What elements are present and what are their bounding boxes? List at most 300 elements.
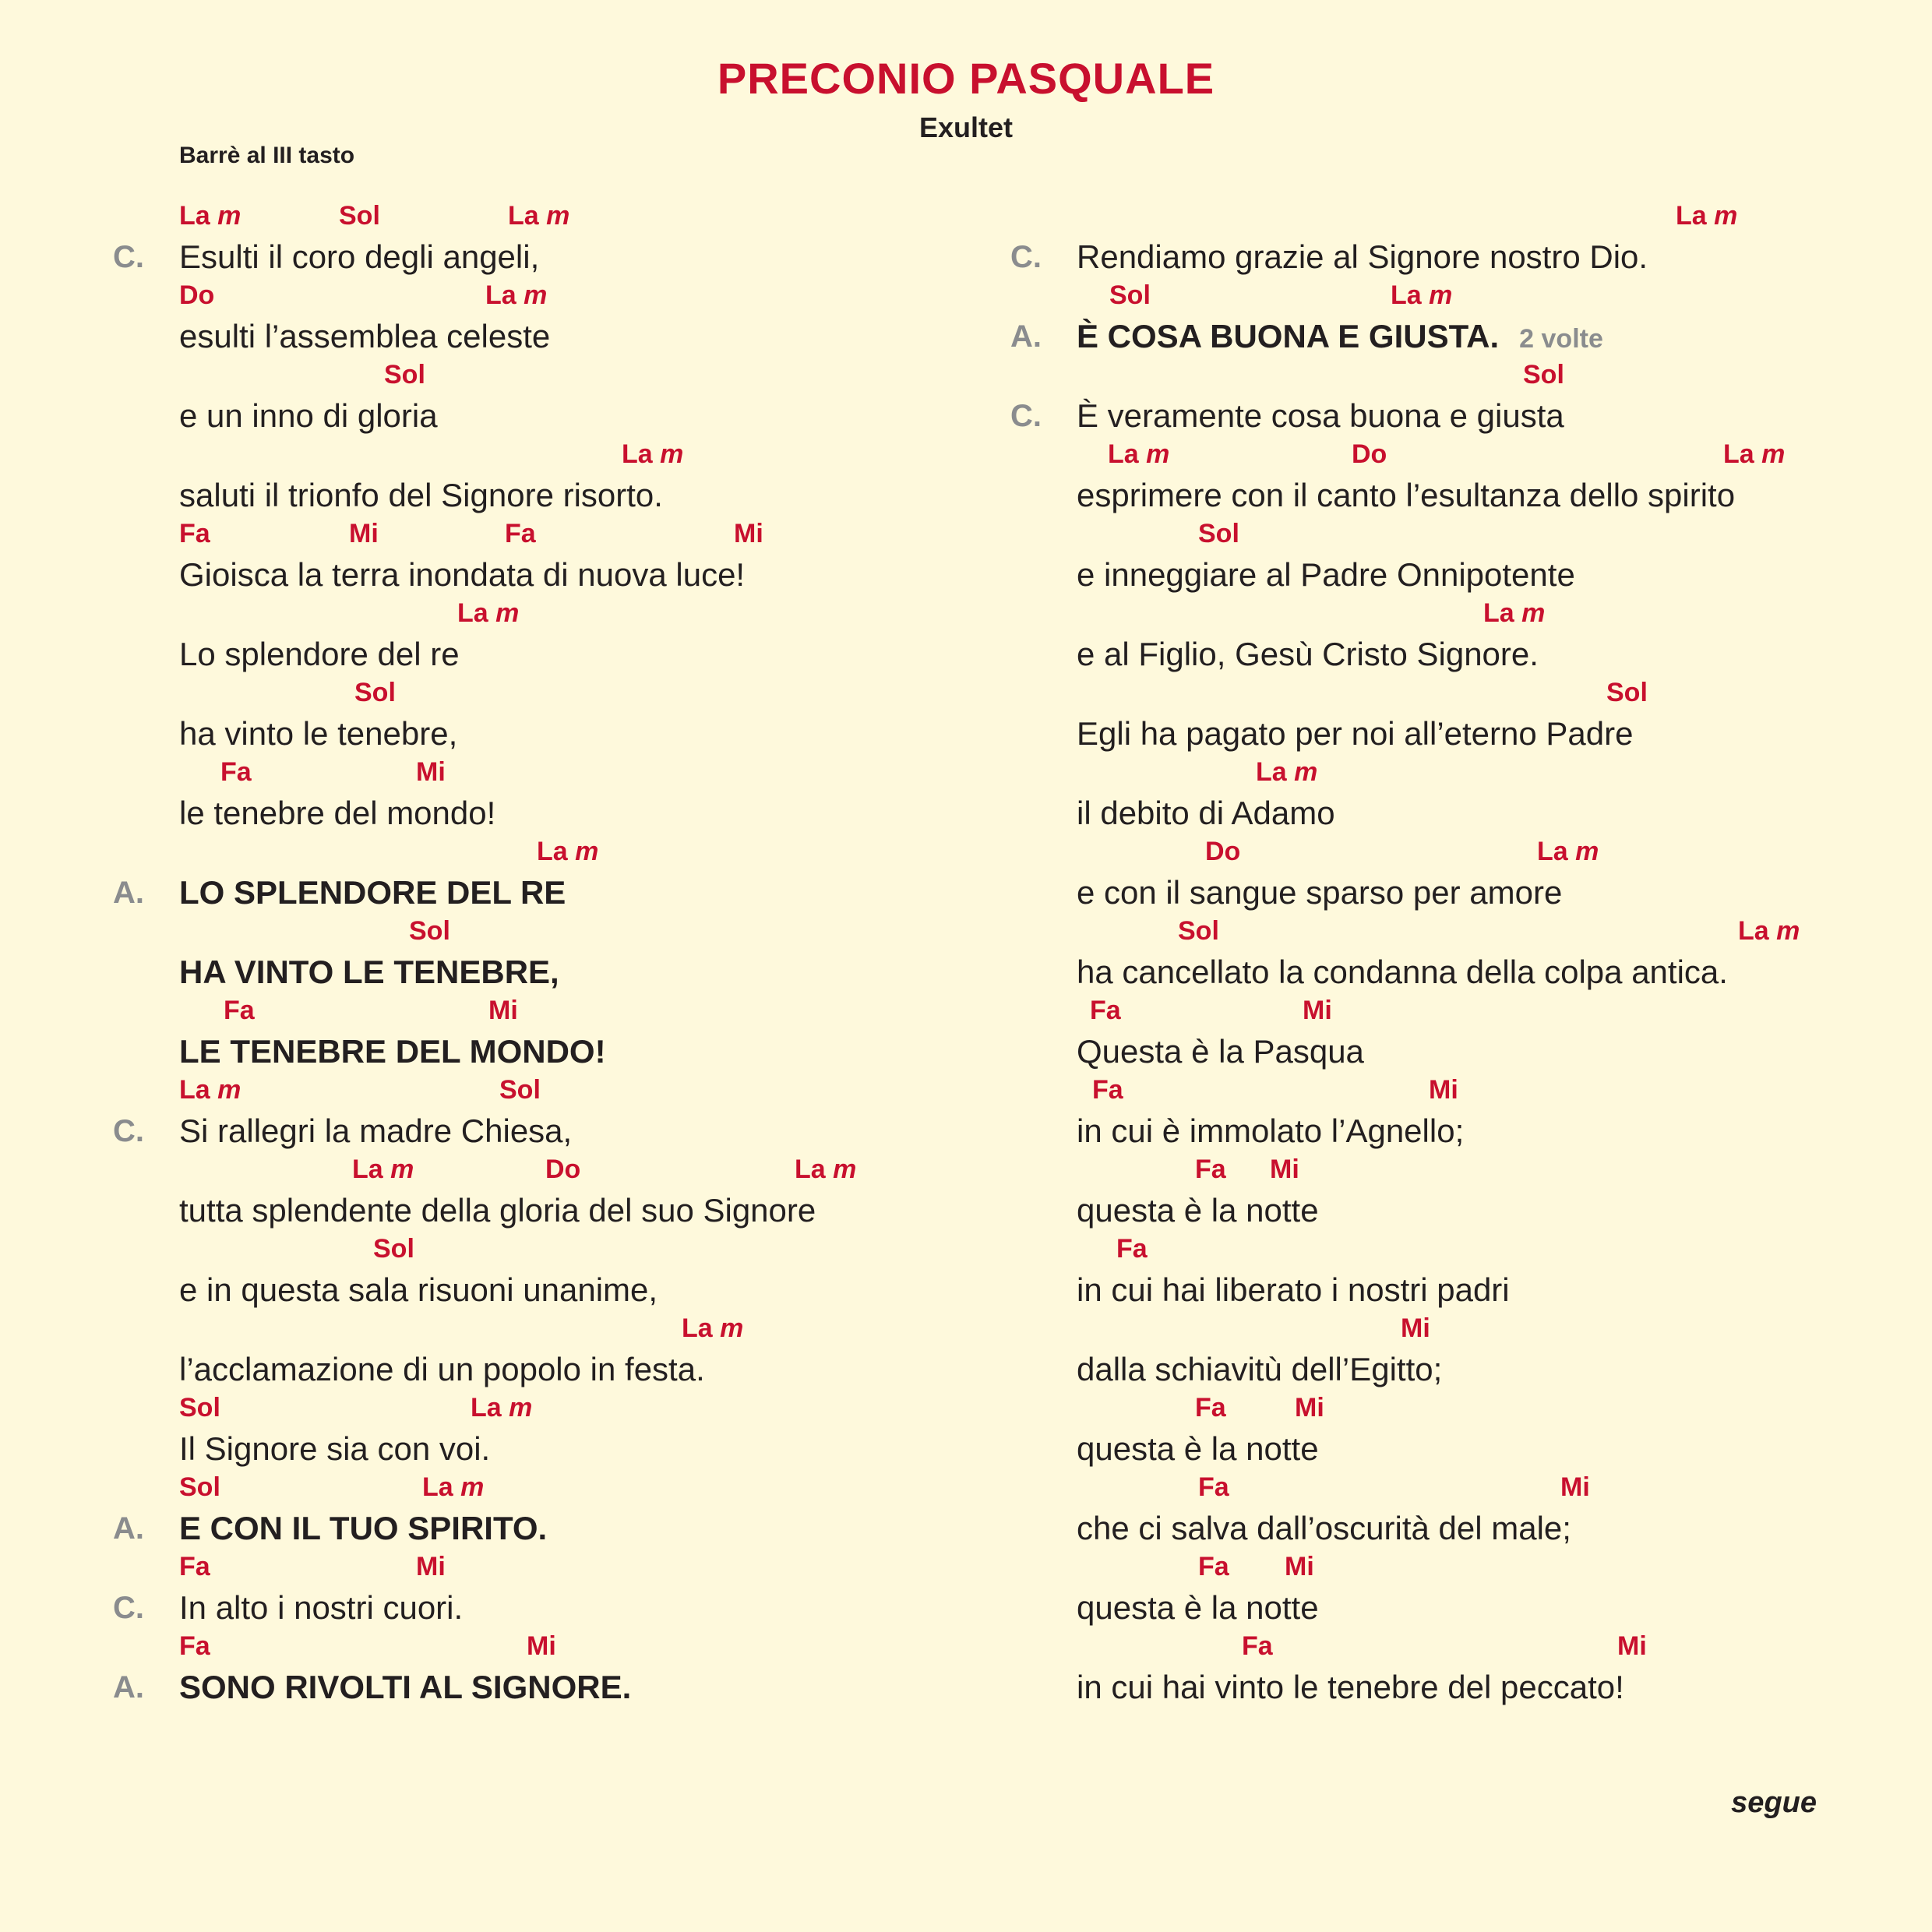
chord <box>545 1155 580 1185</box>
lyric-line <box>897 1155 1910 1234</box>
lyric-text: In alto i nostri cuori. <box>179 1589 464 1626</box>
lyric-text: SONO RIVOLTI AL SIGNORE. <box>179 1669 632 1705</box>
chord-row <box>0 1155 966 1189</box>
chord-row <box>0 439 966 474</box>
chord-minor: m <box>1768 916 1800 946</box>
chord <box>179 519 210 549</box>
cantor-lyric <box>1077 874 1562 911</box>
chord-minor: m <box>501 1393 533 1423</box>
chord <box>1391 280 1452 311</box>
chord-root: Fa <box>1195 1155 1226 1184</box>
lyric-text: il debito di Adamo <box>1077 795 1335 831</box>
lyric-line <box>0 1075 966 1155</box>
cantor-lyric <box>1077 1112 1464 1150</box>
chord-root: La <box>1391 280 1422 310</box>
chord-root: La <box>508 201 539 231</box>
chord-root: Mi <box>734 519 763 548</box>
chord <box>373 1234 414 1264</box>
chord <box>1560 1472 1590 1503</box>
chord-row <box>897 598 1910 633</box>
chord-root: Fa <box>179 1631 210 1661</box>
lyric-text: e inneggiare al Padre Onnipotente <box>1077 556 1575 593</box>
chord <box>1285 1552 1314 1582</box>
chord <box>457 598 519 629</box>
lyric-text: esprimere con il canto l’esultanza dello spirito <box>1077 477 1736 513</box>
lyric-line <box>897 280 1910 360</box>
chord <box>1270 1155 1299 1185</box>
chord-minor: m <box>1567 837 1599 866</box>
chord-root: La <box>352 1155 383 1184</box>
cantor-lyric <box>179 477 663 514</box>
chord-root: Sol <box>1606 678 1648 707</box>
chord-root: Fa <box>220 757 252 787</box>
chord-row <box>897 678 1910 712</box>
chord-root: Mi <box>1285 1552 1314 1581</box>
chord-root: La <box>1676 201 1707 231</box>
chord-row <box>897 1234 1910 1268</box>
chord <box>179 1075 241 1105</box>
chord-root: Fa <box>1116 1234 1148 1264</box>
chord <box>1738 916 1800 947</box>
chord <box>220 757 252 788</box>
cantor-lyric <box>179 238 539 276</box>
chord-root: Fa <box>179 519 210 548</box>
chord-row <box>897 519 1910 553</box>
chord-root: Mi <box>1295 1393 1324 1423</box>
chord-root: Sol <box>409 916 450 946</box>
chord-row <box>897 201 1910 235</box>
chord-root: Do <box>1205 837 1241 866</box>
lyric-text: È COSA BUONA E GIUSTA. <box>1077 318 1500 354</box>
chord <box>1617 1631 1647 1662</box>
lyric-text: questa è la notte <box>1077 1589 1319 1626</box>
lyric-text: esulti l’assemblea celeste <box>179 318 551 354</box>
chord-row <box>897 996 1910 1030</box>
chord-minor: m <box>516 280 548 310</box>
chord-row <box>0 201 966 235</box>
chord-root: Mi <box>416 757 446 787</box>
lyric-text: questa è la notte <box>1077 1192 1319 1229</box>
chord-root: Sol <box>384 360 425 390</box>
cantor-lyric <box>1077 1430 1319 1468</box>
chord-root: Sol <box>1178 916 1219 946</box>
chord-root: La <box>471 1393 502 1423</box>
lyric-line <box>0 598 966 678</box>
lyric-line <box>897 996 1910 1075</box>
chord-row <box>0 1393 966 1427</box>
song-subtitle: Exultet <box>918 111 1014 143</box>
chord-root: Mi <box>349 519 379 548</box>
chord-root: Fa <box>224 996 255 1025</box>
chord <box>409 916 450 947</box>
chord <box>179 1393 220 1423</box>
cantor-lyric <box>179 1271 658 1309</box>
lyric-line <box>0 519 966 598</box>
chord-row <box>897 1393 1910 1427</box>
chord <box>1723 439 1785 470</box>
chord-root: Mi <box>1401 1313 1430 1343</box>
lyric-text: HA VINTO LE TENEBRE, <box>179 954 559 990</box>
chord <box>1198 1472 1229 1503</box>
lyric-text: ha cancellato la condanna della colpa antica. <box>1077 954 1728 990</box>
cantor-lyric <box>1077 477 1735 514</box>
capo-note: Barrè al III tasto <box>179 143 355 168</box>
lyric-text: in cui hai vinto le tenebre del peccato! <box>1077 1669 1624 1705</box>
speaker-label: C. <box>113 240 144 274</box>
chord-minor: m <box>1138 439 1170 469</box>
chord-root: Sol <box>1109 280 1151 310</box>
lyric-text: e con il sangue sparso per amore <box>1077 874 1563 911</box>
chord-root: Mi <box>1303 996 1332 1025</box>
chord <box>1178 916 1219 947</box>
lyric-line <box>0 360 966 439</box>
chord-row <box>897 1313 1910 1348</box>
cantor-lyric <box>1077 715 1634 753</box>
cantor-lyric <box>179 397 438 435</box>
chord-minor: m <box>1514 598 1546 628</box>
lyric-text: Questa è la Pasqua <box>1077 1033 1364 1070</box>
assembly-lyric <box>179 1510 547 1547</box>
chord <box>339 201 380 231</box>
chord-row <box>0 519 966 553</box>
speaker-label: A. <box>1010 319 1042 354</box>
chord <box>1242 1631 1273 1662</box>
chord-root: La <box>1738 916 1769 946</box>
chord <box>179 1472 220 1503</box>
chord-row <box>897 757 1910 791</box>
chord <box>488 996 518 1026</box>
chord-minor: m <box>712 1313 744 1343</box>
chord <box>416 1552 446 1582</box>
chord-root: Fa <box>1198 1472 1229 1502</box>
lyric-line <box>0 837 966 916</box>
lyric-text: Rendiamo grazie al Signore nostro Dio. <box>1077 238 1648 275</box>
lyric-text: l’acclamazione di un popolo in festa. <box>179 1351 705 1387</box>
assembly-lyric <box>1077 318 1603 355</box>
lyric-text: Lo splendore del re <box>179 636 460 672</box>
chord-root: La <box>1723 439 1754 469</box>
repeat-note: 2 volte <box>1519 324 1603 354</box>
cantor-lyric <box>1077 795 1335 832</box>
cantor-lyric <box>1077 397 1564 435</box>
speaker-label: C. <box>113 1591 144 1625</box>
chord <box>471 1393 532 1423</box>
chord-root: Fa <box>1092 1075 1123 1105</box>
chord-root: Sol <box>179 1472 220 1502</box>
chord-root: Fa <box>1195 1393 1226 1423</box>
chord-root: La <box>1537 837 1568 866</box>
right-column <box>897 201 1910 1711</box>
lyric-line <box>897 598 1910 678</box>
chord <box>384 360 425 390</box>
chord <box>508 201 569 231</box>
chord <box>1429 1075 1458 1105</box>
lyric-line <box>897 1075 1910 1155</box>
chord <box>1116 1234 1148 1264</box>
lyric-line <box>0 1234 966 1313</box>
lyric-text: che ci salva dall’oscurità del male; <box>1077 1510 1571 1546</box>
chord-minor: m <box>1754 439 1786 469</box>
chord-minor: m <box>1706 201 1738 231</box>
chord <box>422 1472 484 1503</box>
chord <box>1483 598 1545 629</box>
chord <box>1676 201 1737 231</box>
chord <box>1295 1393 1324 1423</box>
lyric-line <box>897 678 1910 757</box>
speaker-label: C. <box>113 1114 144 1148</box>
chord-root: Fa <box>1242 1631 1273 1661</box>
chord-root: Mi <box>1617 1631 1647 1661</box>
chord-root: Fa <box>1090 996 1121 1025</box>
chord-root: Fa <box>505 519 536 548</box>
chord-row <box>0 280 966 315</box>
chord-minor: m <box>453 1472 485 1502</box>
cantor-lyric <box>179 1351 705 1388</box>
chord <box>224 996 255 1026</box>
lyric-line <box>897 757 1910 837</box>
chord-row <box>0 1631 966 1666</box>
chord-root: Do <box>545 1155 581 1184</box>
chord <box>352 1155 414 1185</box>
chord <box>1109 280 1151 311</box>
chord-root: Sol <box>1523 360 1564 390</box>
chord-root: La <box>1483 598 1514 628</box>
lyric-text: Egli ha pagato per noi all’eterno Padre <box>1077 715 1634 752</box>
chord <box>527 1631 556 1662</box>
lyric-line <box>897 519 1910 598</box>
lyric-line <box>897 1552 1910 1631</box>
chord <box>1303 996 1332 1026</box>
chord-row <box>0 837 966 871</box>
chord-root: Sol <box>373 1234 414 1264</box>
chord-row <box>0 757 966 791</box>
lyric-text: Gioisca la terra inondata di nuova luce! <box>179 556 746 593</box>
lyric-line <box>0 1155 966 1234</box>
chord-root: Sol <box>499 1075 541 1105</box>
lyric-text: Esulti il coro degli angeli, <box>179 238 540 275</box>
cantor-lyric <box>1077 636 1539 673</box>
cantor-lyric <box>1077 238 1648 276</box>
lyric-text: in cui è immolato l’Agnello; <box>1077 1112 1465 1149</box>
chord <box>1606 678 1648 708</box>
chord-minor: m <box>1421 280 1453 310</box>
chord-row <box>897 280 1910 315</box>
cantor-lyric <box>179 556 745 594</box>
chord-root: Mi <box>1560 1472 1590 1502</box>
chord-row <box>0 1075 966 1109</box>
lyric-line <box>0 1393 966 1472</box>
chord-root: La <box>179 201 210 231</box>
cantor-lyric <box>1077 1351 1442 1388</box>
lyric-text: ha vinto le tenebre, <box>179 715 458 752</box>
lyric-line <box>897 1313 1910 1393</box>
chord <box>1195 1393 1226 1423</box>
chord-minor: m <box>210 1075 242 1105</box>
chord-root: La <box>457 598 488 628</box>
lyric-line <box>0 678 966 757</box>
chord-row <box>897 439 1910 474</box>
lyric-line <box>897 1393 1910 1472</box>
chord <box>1108 439 1169 470</box>
chord <box>179 280 214 311</box>
lyric-text: e in questa sala risuoni unanime, <box>179 1271 658 1308</box>
assembly-lyric <box>179 954 559 991</box>
chord <box>416 757 446 788</box>
chord <box>505 519 536 549</box>
chord <box>734 519 763 549</box>
lyric-text: in cui hai liberato i nostri padri <box>1077 1271 1510 1308</box>
lyric-line <box>0 996 966 1075</box>
chord-root: La <box>537 837 568 866</box>
lyric-text: e un inno di gloria <box>179 397 438 434</box>
chord <box>179 1631 210 1662</box>
lyric-text: Il Signore sia con voi. <box>179 1430 491 1467</box>
chord-root: La <box>422 1472 453 1502</box>
cantor-lyric <box>1077 1589 1319 1627</box>
chord-root: Do <box>1352 439 1387 469</box>
chord-row <box>0 1472 966 1507</box>
chord <box>1401 1313 1430 1344</box>
chord <box>1090 996 1121 1026</box>
lyric-line <box>0 1552 966 1631</box>
chord-row <box>0 360 966 394</box>
chord-row <box>0 678 966 712</box>
song-title: PRECONIO PASQUALE <box>717 54 1215 103</box>
lyric-line <box>0 757 966 837</box>
speaker-label: C. <box>1010 240 1042 274</box>
chord-root: La <box>179 1075 210 1105</box>
cantor-lyric <box>1077 1669 1624 1706</box>
cantor-lyric <box>179 795 495 832</box>
lyric-line <box>897 1631 1910 1711</box>
lyric-line <box>0 916 966 996</box>
cantor-lyric <box>1077 1510 1571 1547</box>
lyric-text: Si rallegri la madre Chiesa, <box>179 1112 573 1149</box>
chord-row <box>897 1075 1910 1109</box>
lyric-line <box>0 1313 966 1393</box>
cantor-lyric <box>1077 1033 1364 1070</box>
chord-root: Mi <box>488 996 518 1025</box>
lyric-line <box>0 201 966 280</box>
cantor-lyric <box>179 636 460 673</box>
cantor-lyric <box>179 715 457 753</box>
lyric-line <box>897 201 1910 280</box>
chord <box>179 1552 210 1582</box>
lyric-line <box>0 1472 966 1552</box>
chord-root: La <box>622 439 653 469</box>
chord-root: La <box>1256 757 1287 787</box>
chord <box>354 678 396 708</box>
chord <box>1092 1075 1123 1105</box>
chord-row <box>897 916 1910 950</box>
chord <box>349 519 379 549</box>
chord-root: Mi <box>527 1631 556 1661</box>
chord <box>537 837 598 867</box>
lyric-line <box>897 439 1910 519</box>
chord-root: Sol <box>354 678 396 707</box>
chord-minor: m <box>383 1155 414 1184</box>
lyric-text: saluti il trionfo del Signore risorto. <box>179 477 663 513</box>
chord-row <box>897 1631 1910 1666</box>
chord <box>1352 439 1387 470</box>
chord <box>485 280 547 311</box>
lyric-text: È veramente cosa buona e giusta <box>1077 397 1564 434</box>
chord-minor: m <box>488 598 520 628</box>
chord <box>1195 1155 1226 1185</box>
cantor-lyric <box>1077 556 1575 594</box>
lyric-line <box>897 916 1910 996</box>
chord-row <box>897 837 1910 871</box>
speaker-label: A. <box>113 1670 144 1705</box>
chord-root: Sol <box>339 201 380 231</box>
lyric-line <box>0 1631 966 1711</box>
chord-root: La <box>1108 439 1139 469</box>
chord-row <box>0 1552 966 1586</box>
chord <box>1256 757 1317 788</box>
chord <box>682 1313 743 1344</box>
lyric-line <box>897 837 1910 916</box>
chord-minor: m <box>567 837 599 866</box>
left-column <box>0 201 966 1711</box>
chord-root: La <box>682 1313 713 1343</box>
chord-root: Sol <box>1198 519 1239 548</box>
chord-row <box>897 1472 1910 1507</box>
chord-minor: m <box>210 201 242 231</box>
cantor-lyric <box>1077 1271 1510 1309</box>
chord <box>499 1075 541 1105</box>
chord-root: La <box>485 280 516 310</box>
lyric-text: LE TENEBRE DEL MONDO! <box>179 1033 606 1070</box>
chord-root: Do <box>179 280 215 310</box>
chord-root: Mi <box>416 1552 446 1581</box>
assembly-lyric <box>179 1669 631 1706</box>
chord <box>1198 1552 1229 1582</box>
chord-row <box>897 1155 1910 1189</box>
chord-root: Mi <box>1429 1075 1458 1105</box>
chord-root: Fa <box>179 1552 210 1581</box>
lyric-text: questa è la notte <box>1077 1430 1319 1467</box>
cantor-lyric <box>179 1192 816 1229</box>
chord <box>795 1155 856 1185</box>
cantor-lyric <box>1077 954 1728 991</box>
assembly-lyric <box>179 874 566 911</box>
lyric-line <box>897 360 1910 439</box>
chord-row <box>0 1313 966 1348</box>
chord-row <box>0 996 966 1030</box>
chord-row <box>0 916 966 950</box>
chord <box>1205 837 1240 867</box>
continue-label: segue <box>1731 1786 1817 1819</box>
cantor-lyric <box>179 318 550 355</box>
lyric-text: e al Figlio, Gesù Cristo Signore. <box>1077 636 1539 672</box>
lyric-line <box>897 1234 1910 1313</box>
chord-root: Fa <box>1198 1552 1229 1581</box>
chord <box>1523 360 1564 390</box>
chord-row <box>897 1552 1910 1586</box>
speaker-label: A. <box>113 876 144 910</box>
cantor-lyric <box>179 1589 463 1627</box>
chord-minor: m <box>825 1155 857 1184</box>
lyric-text: dalla schiavitù dell’Egitto; <box>1077 1351 1443 1387</box>
chord-root: Sol <box>179 1393 220 1423</box>
speaker-label: C. <box>1010 399 1042 433</box>
chord-root: Mi <box>1270 1155 1299 1184</box>
chord <box>1198 519 1239 549</box>
lyric-text: E CON IL TUO SPIRITO. <box>179 1510 548 1546</box>
lyric-line <box>0 439 966 519</box>
lyric-text: LO SPLENDORE DEL RE <box>179 874 566 911</box>
chord <box>1537 837 1599 867</box>
